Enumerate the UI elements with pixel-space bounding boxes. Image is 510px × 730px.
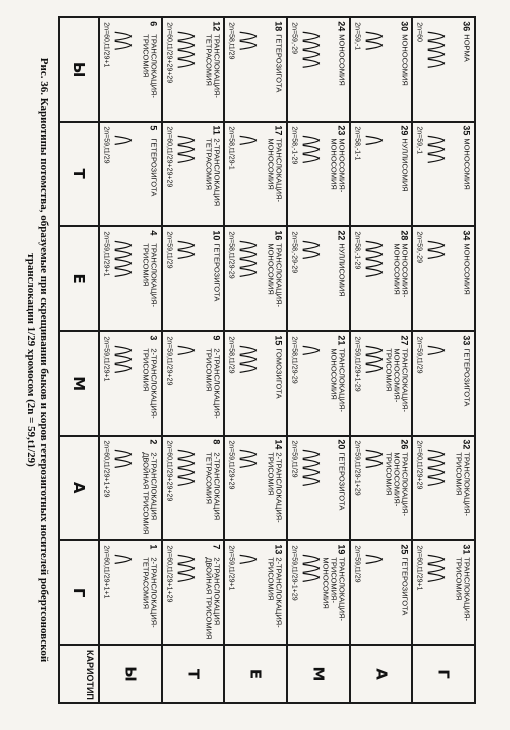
rotated-content [10,10,480,710]
chromosome-drawing [426,342,448,412]
cell-formula: 2n=58,t1/29-29 [228,231,236,279]
cell-label: 2-ТРАНСЛОКАЦИЯ-ТРИСОМИЯ [266,557,284,628]
cell-number: 2 [148,439,159,445]
cell-number: 28 [399,230,410,241]
cell-formula: 2n=58,-1-29 [290,126,298,165]
cell-number: 20 [336,439,347,450]
cell-formula: 2n=58,t1/29 [228,22,236,60]
cell-number: 18 [273,21,284,32]
cell-formula: 2n=59,t1/29+1-29 [353,336,361,392]
chromosome-figure [296,133,323,203]
cell-formula: 2n=59,t1/29+29 [165,336,173,386]
karyotype-cell [162,226,225,331]
cell-label: ГЕТЕРОЗИГОТА [212,243,222,302]
cell-number: 26 [399,439,410,450]
cell-formula: 2n=60,t1/29+1 [103,22,110,68]
karyotype-cell [224,17,287,122]
chromosome-figure [233,28,260,98]
chromosome-drawing [113,551,135,621]
karyotype-cell [162,17,225,122]
table-row [287,17,350,703]
chromosome-drawing [238,133,260,203]
cell-formula: 2n=58,t1/29-1 [228,126,236,171]
cell-number: 10 [211,230,222,241]
chromosome-figure [108,237,135,307]
row-header-label: Т [183,668,202,680]
table-row [350,17,413,703]
cell-formula: 2n=60,t1/29+29+29 [165,440,173,502]
karyotype-cell [162,540,225,645]
chromosome-figure [421,447,448,517]
karyotype-cell [350,436,413,541]
cell-label: 2-ТРАНСЛОКАЦИЯ-ТРИСОМИЯ [266,452,284,524]
cell-formula: 2n=59,t1/29 [290,440,298,478]
chromosome-drawing [238,237,260,307]
cell-formula: 2n=59,t1/29 [165,231,173,269]
cell-formula: 2n=59,-29 [416,231,424,264]
column-header [59,226,99,331]
chromosome-drawing [363,28,385,98]
chromosome-figure [233,447,260,517]
chromosome-drawing [301,28,323,98]
cell-label: ТРАНСЛОКАЦИЯ-ТЕТРАСОМИЯ [204,34,222,98]
cell-formula: 2n=60 [416,22,424,42]
cell-label: НОРМА [463,34,472,62]
corner-cell [59,645,99,703]
cell-formula: 2n=58,-1-29 [353,231,361,270]
row-header-label: Г [434,669,453,679]
karyotype-cell [287,17,350,122]
karyotype-cell [99,17,162,122]
cell-formula: 2n=59,t1/29 [103,126,110,164]
table-row [224,17,287,703]
cell-label: ГЕТЕРОЗИГОТА [463,348,472,407]
chromosome-drawing [113,447,135,517]
chromosome-drawing [363,342,385,412]
cell-formula: 2n=60,t1/29+1+1 [103,545,110,599]
chromosome-drawing [363,551,385,621]
cell-number: 33 [462,335,472,346]
cell-formula: 2n=59,t1/29 [416,336,424,374]
cell-label: ГЕТЕРОЗИГОТА [337,452,347,511]
karyotype-cell [287,122,350,227]
cell-formula: 2n=60,t1/29+29+29 [165,126,173,188]
karyotype-cell [162,331,225,436]
cell-formula: 2n=59,-1 [353,22,361,50]
chromosome-figure [233,342,260,412]
chromosome-drawing [426,237,448,307]
karyotype-cell [99,226,162,331]
cell-label: ГЕТЕРОЗИГОТА [400,557,410,616]
cell-formula: 2n=59,-29 [290,22,298,54]
cell-formula: 2n=58,t1/29 [228,336,236,374]
karyotype-sheet [10,10,480,710]
cell-number: 17 [273,125,284,136]
cell-number: 30 [399,21,410,32]
cell-label: МОНОСОМИЯ [400,34,410,86]
cell-number: 9 [211,335,222,341]
row-header [99,645,162,703]
chromosome-figure [358,447,385,517]
column-header-label: А [70,482,88,494]
caption-line-2: транслокации 1/29 хромосом (2n = 59,t1/29) [25,253,37,467]
chromosome-drawing [238,551,260,621]
chromosome-drawing [175,237,197,307]
cell-label: 2-ТРАНСЛОКАЦИЯ ТЕТРАСОМИЯ [204,452,222,521]
figure-caption [24,20,50,700]
chromosome-drawing [175,28,197,98]
chromosome-figure [108,342,135,412]
cell-label: НУЛЛИСОМИЯ [337,243,347,297]
chromosome-figure [358,133,385,203]
chromosome-figure [296,551,323,621]
karyotype-cell [287,436,350,541]
chromosome-figure [296,237,323,307]
cell-label: ТРАНСЛОКАЦИЯ-ТРИСОМИЯ [455,452,472,517]
cell-formula: 2n=60,t1/29+1 [416,545,424,591]
cell-formula: 2n=60,t1/29+1+29 [103,440,110,498]
karyotype-cell [412,436,475,541]
cell-number: 14 [273,439,284,450]
karyotype-cell [162,122,225,227]
table-row [412,17,475,703]
chromosome-drawing [363,447,385,517]
cell-formula: 2n=59,t1/29+1 [228,545,236,591]
karyotype-cell [99,436,162,541]
chromosome-drawing [175,551,197,621]
row-header [412,645,475,703]
cell-formula: 2n=59,-1 [416,126,424,155]
cell-label: ТРАНСЛОКАЦИЯ-МОНОСОМИЯ [266,243,284,308]
cell-number: 36 [462,21,472,32]
chromosome-drawing [363,237,385,307]
cell-number: 5 [148,125,159,131]
cell-number: 1 [148,544,159,550]
cell-label: МОНОСОМИЯ-МОНОСОМИЯ [392,243,410,298]
cell-label: 2-ТРАНСЛОКАЦИЯ-ТРИСОМИЯ [141,348,159,419]
cell-number: 29 [399,125,410,136]
chromosome-drawing [175,133,197,203]
chromosome-figure [170,342,197,412]
cell-number: 25 [399,544,410,555]
table-row [162,17,225,703]
karyotype-cell [350,226,413,331]
chromosome-figure [233,133,260,203]
karyotype-cell [350,331,413,436]
column-header [59,331,99,436]
cell-label: НУЛЛИСОМИЯ [400,138,410,193]
cell-label: ГЕТЕРОЗИГОТА [274,34,284,93]
chromosome-drawing [113,28,135,98]
chromosome-figure [358,28,385,98]
cell-formula: 2n=59,t1/29-1+29 [290,545,298,601]
chromosome-figure [358,342,385,412]
row-header-label: Ы [121,666,140,682]
cell-label: ТРАНСЛОКАЦИЯ-МОНОСОМИЯ [329,348,347,412]
cell-label: ТРАНСЛОКАЦИЯ-МОНОСОМИЯ-ТРИСОМИЯ [384,348,410,412]
column-header-label: М [70,375,88,391]
chromosome-drawing [426,133,448,203]
corner-label-top: КАРИОТИП [85,650,95,700]
cell-label: ТРАНСЛОКАЦИЯ-ТРИСОМИЯ [455,557,472,621]
cell-number: 27 [399,335,410,346]
column-header-label: Г [70,587,88,598]
chromosome-figure [296,28,323,98]
chromosome-drawing [426,447,448,517]
karyotype-cell [224,331,287,436]
karyotype-table [58,16,476,704]
cell-formula: 2n=58,-1-1 [353,126,361,161]
chromosome-figure [108,133,135,203]
karyotype-cell [412,17,475,122]
cell-label: МОНОСОМИЯ [463,138,472,191]
cell-number: 35 [462,125,472,136]
chromosome-figure [170,447,197,517]
cell-formula: 2n=59,t1/29+1 [103,231,110,277]
chromosome-figure [108,551,135,621]
column-header-label: Е [70,273,88,284]
chromosome-drawing [426,28,448,98]
chromosome-figure [296,342,323,412]
cell-label: ГЕТЕРОЗИГОТА [149,138,159,197]
cell-number: 34 [462,230,472,241]
chromosome-figure [108,447,135,517]
chromosome-drawing [426,551,448,621]
chromosome-drawing [301,342,323,412]
cell-label: 2-ТРАНСЛОКАЦИЯ ТЕТРАСОМИЯ [204,138,222,207]
chromosome-figure [170,551,197,621]
chromosome-figure [296,447,323,517]
cell-number: 24 [336,21,347,32]
cell-number: 12 [211,21,222,32]
chromosome-figure [170,28,197,98]
cell-number: 6 [148,21,159,27]
cell-label: ТРАНСЛОКАЦИЯ-МОНОСОМИЯ [266,138,284,203]
chromosome-drawing [238,28,260,98]
column-header [59,17,99,122]
cell-number: 15 [273,335,284,346]
cell-number: 7 [211,544,222,550]
chromosome-figure [421,133,448,203]
row-header-label: А [371,668,390,680]
chromosome-figure [108,28,135,98]
chromosome-figure [170,133,197,203]
cell-label: МОНОСОМИЯ [337,34,347,86]
chromosome-drawing [113,133,135,203]
cell-label: 2-ТРАНСЛОКАЦИЯ ДВОЙНАЯ ТРИСОМИЯ [204,557,222,640]
chromosome-drawing [301,237,323,307]
column-header-label: Ы [70,61,88,78]
chromosome-figure [170,237,197,307]
karyotype-cell [412,540,475,645]
column-header [59,540,99,645]
cell-formula: 2n=59,t1/29-1+29 [353,440,361,496]
karyotype-cell [350,17,413,122]
cell-formula: 2n=59,t1/29 [353,545,361,583]
karyotype-cell [224,540,287,645]
cell-formula: 2n=60,t1/29+29+29 [165,22,173,83]
cell-number: 23 [336,125,347,136]
cell-number: 19 [336,544,347,555]
cell-label: 2-ТРАНСЛОКАЦИЯ ДВОЙНАЯ ТРИСОМИЯ [141,452,159,535]
table-row [99,17,162,703]
karyotype-cell [287,331,350,436]
cell-number: 3 [148,335,159,341]
chromosome-figure [358,551,385,621]
karyotype-cell [99,540,162,645]
cell-formula: 2n=58,t1/29-29 [290,336,298,384]
cell-number: 31 [462,544,472,555]
cell-number: 8 [211,439,222,445]
cell-number: 13 [273,544,284,555]
cell-formula: 2n=59,t1/29+29 [228,440,236,490]
cell-formula: 2n=59,t1/29+1 [103,336,110,382]
chromosome-figure [358,237,385,307]
chromosome-drawing [301,133,323,203]
karyotype-cell [350,540,413,645]
cell-label: ТРАНСЛОКАЦИЯ-ТРИСОМИЯ [141,34,159,98]
chromosome-drawing [301,447,323,517]
karyotype-cell [224,122,287,227]
chromosome-figure [421,342,448,412]
chromosome-figure [421,237,448,307]
column-header [59,122,99,227]
row-header [224,645,287,703]
cell-number: 32 [462,439,472,450]
karyotype-cell [287,540,350,645]
cell-label: МОНОСОМИЯ [463,243,472,295]
cell-label: ТРАНСЛОКАЦИЯ-ТРИСОМИЯ [141,243,159,308]
cell-number: 16 [273,230,284,241]
cell-label: ГОМОЗИГОТА [274,348,284,399]
cell-number: 11 [211,125,222,136]
row-header [350,645,413,703]
chromosome-drawing [301,551,323,621]
chromosome-drawing [175,447,197,517]
row-header [162,645,225,703]
karyotype-cell [412,331,475,436]
column-header-label: Т [70,168,88,180]
karyotype-cell [162,436,225,541]
karyotype-cell [99,122,162,227]
cell-label: ТРАНСЛОКАЦИЯ-ТРИСОМИЯ-МОНОСОМИЯ [321,557,347,621]
chromosome-drawing [175,342,197,412]
karyotype-cell [412,122,475,227]
cell-number: 21 [336,335,347,346]
cell-formula: 2n=58,-29-29 [290,231,298,274]
chromosome-drawing [113,342,135,412]
chromosome-figure [421,28,448,98]
cell-number: 4 [148,230,159,236]
cell-number: 22 [336,230,347,241]
column-header [59,436,99,541]
chromosome-drawing [113,237,135,307]
chromosome-drawing [238,342,260,412]
chromosome-drawing [238,447,260,517]
karyotype-cell [287,226,350,331]
cell-formula: 2n=60,t1/29+1+29 [165,545,173,603]
karyotype-cell [350,122,413,227]
karyotype-cell [224,226,287,331]
caption-line-1: Рис. 36. Кариотипы потомства, образуемые при скрещивании быков и коров гетерозиготных носителей робертсоновской [38,57,50,663]
chromosome-figure [233,551,260,621]
cell-label: 2-ТРАНСЛОКАЦИЯ-ТЕТРАСОМИЯ [141,557,159,628]
row-header [287,645,350,703]
cell-formula: 2n=60,t1/29+29 [416,440,424,490]
chromosome-drawing [363,133,385,203]
row-header-label: М [309,666,328,682]
row-header-label: Е [246,668,265,680]
karyotype-cell [412,226,475,331]
karyotype-cell [224,436,287,541]
chromosome-figure [233,237,260,307]
cell-label: МОНОСОМИЯ-МОНОСОМИЯ [329,138,347,193]
chromosome-figure [421,551,448,621]
cell-label: 2-ТРАНСЛОКАЦИЯ-ТРИСОМИЯ [204,348,222,419]
karyotype-cell [99,331,162,436]
cell-label: ТРАНСЛОКАЦИЯ-МОНОСОМИЯ-ТРИСОМИЯ [384,452,410,517]
